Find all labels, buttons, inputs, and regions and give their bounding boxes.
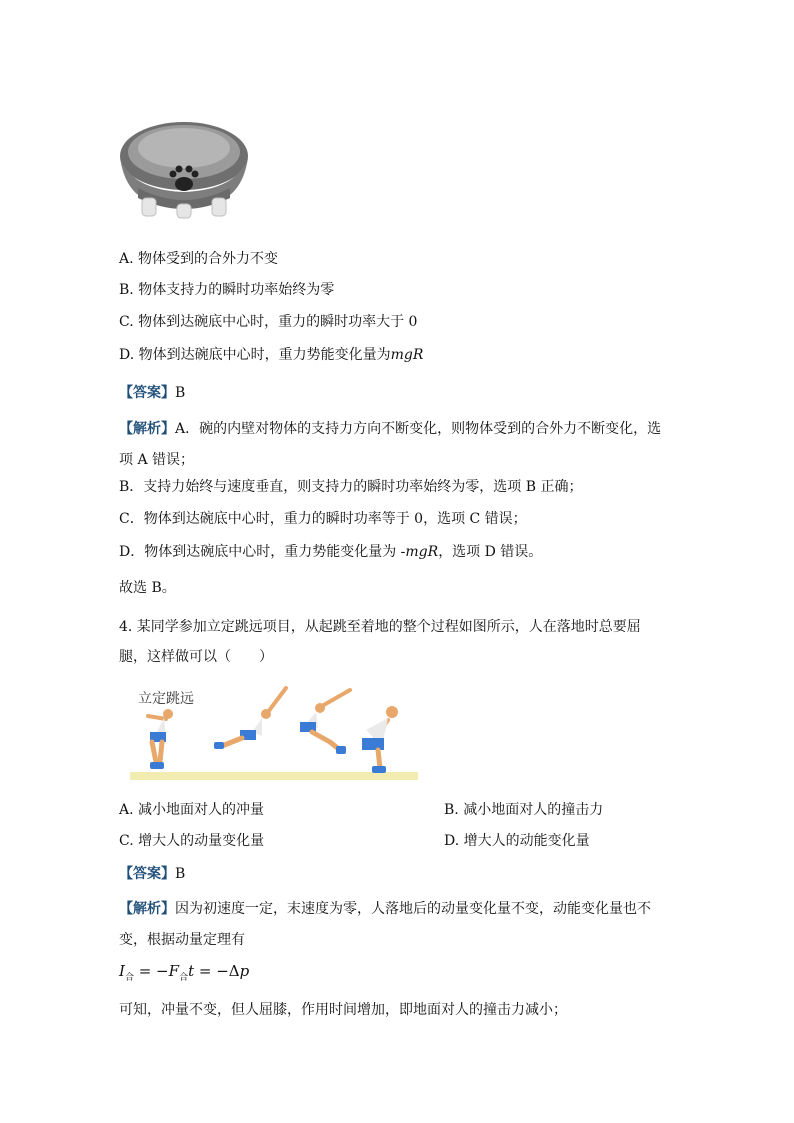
eq-time: t (188, 962, 195, 980)
q3-analysis-d (119, 542, 542, 562)
q4-option-c: C. 增大人的动量变化量 (119, 833, 265, 849)
q4-answer (119, 864, 185, 884)
answer-label: 【答案】 (119, 385, 175, 401)
analysis-d-suffix: ，选项 D 错误。 (438, 544, 543, 560)
eq-force: F (168, 962, 180, 980)
q4-option-b: B. 减小地面对人的撞击力 (444, 802, 604, 818)
jumper-landing (362, 706, 398, 773)
answer-value: B (175, 385, 186, 401)
q3-option-d (119, 345, 423, 365)
q3-option-d-text: D. 物体到达碗底中心时，重力势能变化量为 (119, 347, 391, 363)
q3-option-b: B. 物体支持力的瞬时功率始终为零 (119, 282, 335, 298)
q4-stem: 4. 某同学参加立定跳远项目，从起跳至着地的整个过程如图所示，人在落地时总要屈腿，这样做可以（ ） (119, 619, 641, 665)
analysis-d-prefix: D．物体到达碗底中心时，重力势能变化量为 - (119, 544, 406, 560)
figure-title: 立定跳远 (138, 691, 194, 707)
analysis-label: 【解析】 (119, 421, 175, 437)
eq-part-1: = − (133, 962, 169, 980)
momentum-equation (119, 961, 249, 988)
long-jump-figure (126, 684, 418, 784)
q3-analysis-a (119, 414, 664, 476)
q3-conclusion: 故选 B。 (119, 580, 176, 596)
q3-answer (119, 383, 185, 403)
eq-momentum: p (239, 962, 250, 980)
analysis-d-math: mgR (405, 544, 439, 560)
answer-value: B (175, 866, 186, 882)
jumper-crouch (148, 709, 173, 769)
analysis-label: 【解析】 (119, 901, 175, 917)
eq-part-2: = −Δ (194, 962, 240, 980)
eq-force-sub: 合 (179, 973, 189, 983)
q4-option-a: A. 减小地面对人的冲量 (119, 802, 265, 818)
analysis-text: 因为初速度一定，末速度为零，人落地后的动量变化量不变，动能变化量也不变，根据动量定理有 (119, 901, 651, 948)
answer-label: 【答案】 (119, 866, 175, 882)
analysis-a-text: A．碗的内壁对物体的支持力方向不断变化，则物体受到的合外力不断变化，选项 A 错误； (119, 421, 662, 468)
eq-impulse: I (119, 962, 125, 980)
q3-analysis-c: C．物体到达碗底中心时，重力的瞬时功率等于 0，选项 C 错误； (119, 511, 527, 527)
q4-conclusion: 可知，冲量不变，但人屈膝，作用时间增加，即地面对人的撞击力减小； (119, 1002, 567, 1018)
jumper-takeoff (214, 688, 286, 749)
q4-option-d: D. 增大人的动能变化量 (444, 833, 590, 849)
eq-impulse-sub: 合 (124, 973, 134, 983)
q3-option-c: C. 物体到达碗底中心时，重力的瞬时功率大于 0 (119, 314, 418, 330)
q3-analysis-b: B．支持力始终与速度垂直，则支持力的瞬时功率始终为零，选项 B 正确； (119, 479, 583, 495)
q3-option-a: A. 物体受到的合外力不变 (119, 251, 279, 267)
jumper-flight (300, 690, 350, 754)
q3-option-d-math: mgR (390, 347, 424, 363)
q4-analysis (119, 894, 664, 956)
bowl-image (116, 116, 252, 222)
